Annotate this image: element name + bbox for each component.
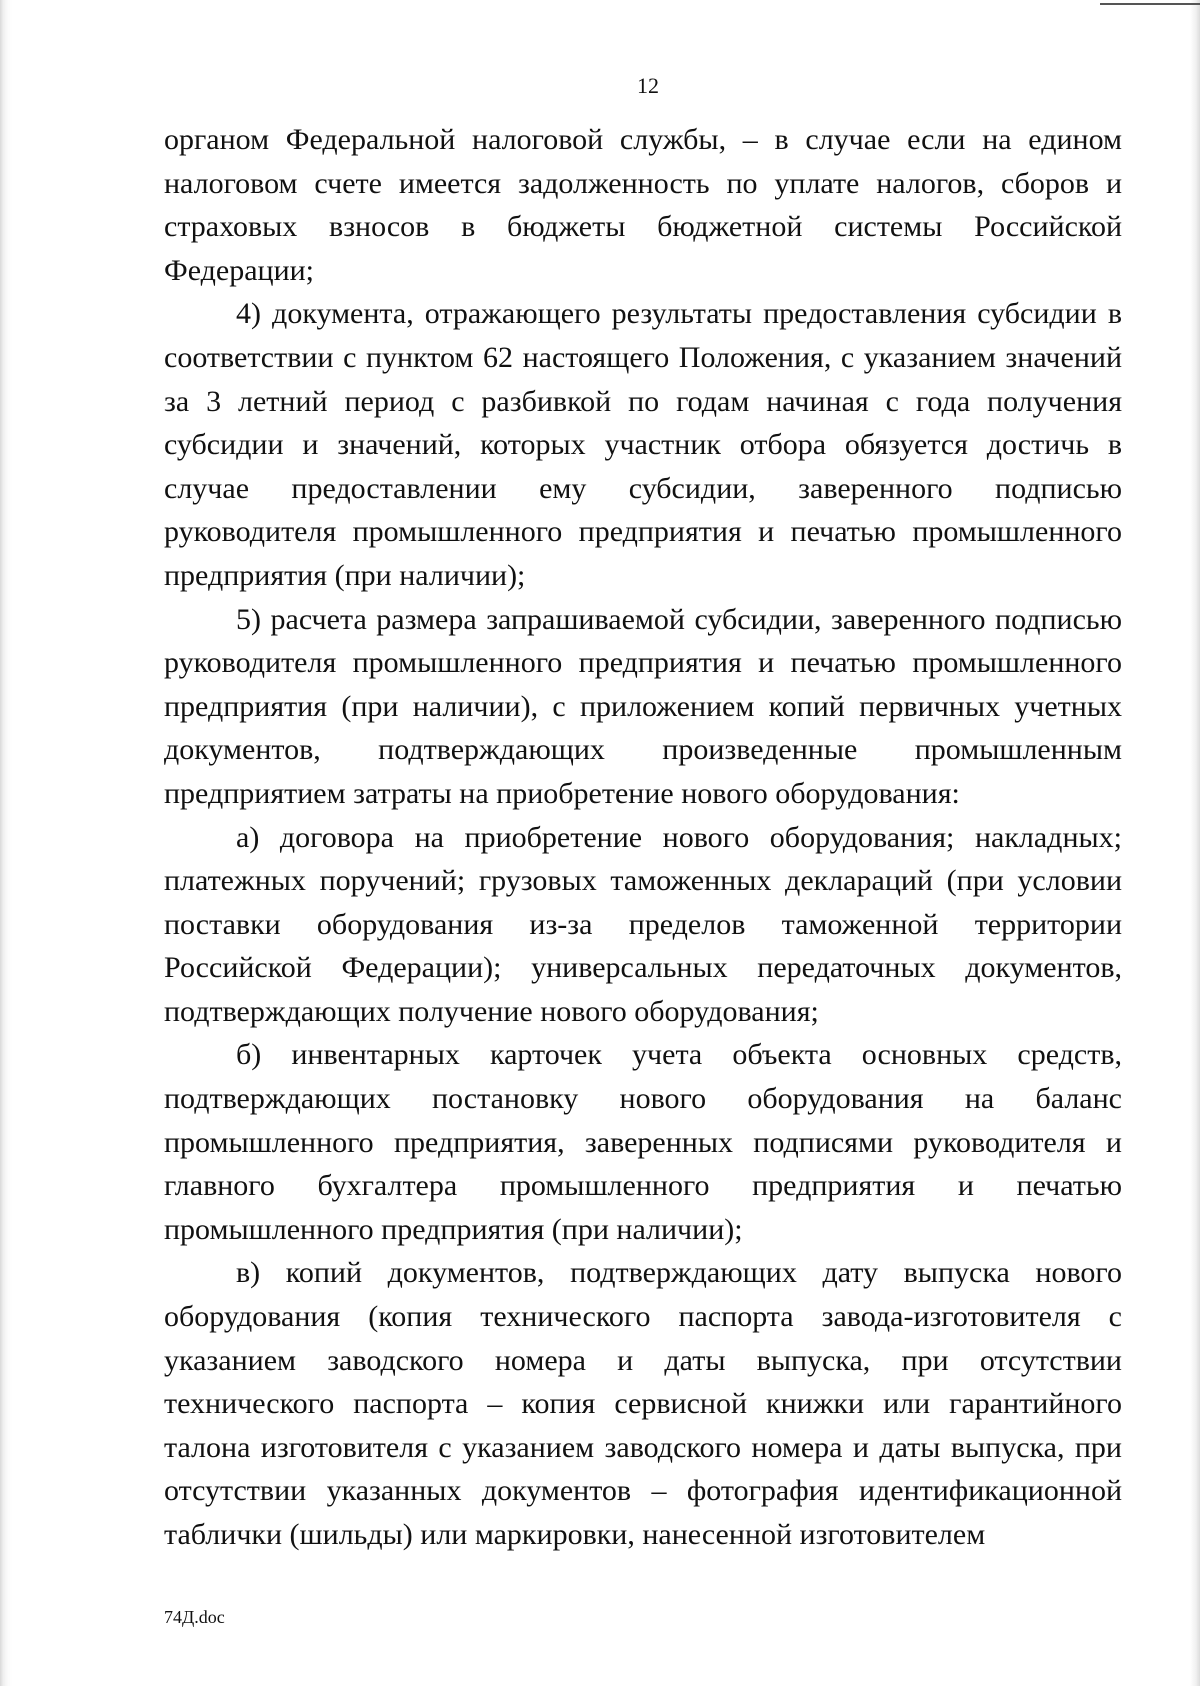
scan-edge-left [0, 0, 12, 1686]
scan-line-top [1100, 3, 1200, 5]
footer-filename: 74Д.doc [164, 1607, 225, 1627]
document-body [164, 118, 1122, 1557]
paragraph-subitem-a: а) договора на приобретение нового оборудования; накладных; платежных поручений; грузовых таможенных деклараций (при условии поставки оборудования из-за пределов таможенной территории Российской Федерации); универсальных передаточных документов, подтверждающих получение нового оборудования; [164, 820, 1122, 1028]
paragraph-continuation: органом Федеральной налоговой службы, – в случае если на едином налоговом счете имеется задолженность по уплате налогов, сборов и страховых взносов в бюджеты бюджетной системы Российской Федерации; [164, 123, 1122, 287]
paragraph-item-5: 5) расчета размера запрашиваемой субсидии, заверенного подписью руководителя промышленного предприятия и печатью промышленного предприятия (при наличии), с приложением копий первичных учетных документов, подтверждающих произведенные промышленным предприятием затраты на приобретение нового оборудования: [164, 602, 1122, 810]
paragraph-subitem-v: в) копий документов, подтверждающих дату выпуска нового оборудования (копия технического паспорта завода-изготовителя с указанием заводского номера и даты выпуска, при отсутствии технического паспорта – копия сервисной книжки или гарантийного талона изготовителя с указанием заводского номера и даты выпуска, при отсутствии указанных документов – фотография идентификационной таблички (шильды) или маркировки, нанесенной изготовителем [164, 1256, 1122, 1551]
scan-edge-right [1190, 0, 1200, 1686]
paragraph-subitem-b: б) инвентарных карточек учета объекта основных средств, подтверждающих постановку нового оборудования на баланс промышленного предприятия, заверенных подписями руководителя и главного бухгалтера промышленного предприятия и печатью промышленного предприятия (при наличии); [164, 1038, 1122, 1246]
page-number: 12 [637, 73, 659, 98]
paragraph-item-4: 4) документа, отражающего результаты предоставления субсидии в соответствии с пунктом 62 настоящего Положения, с указанием значений за 3 летний период с разбивкой по годам начиная с года получения субсидии и значений, которых участник отбора обязуется достичь в случае предоставлении ему субсидии, заверенного подписью руководителя промышленного предприятия и печатью промышленного предприятия (при наличии); [164, 297, 1122, 592]
